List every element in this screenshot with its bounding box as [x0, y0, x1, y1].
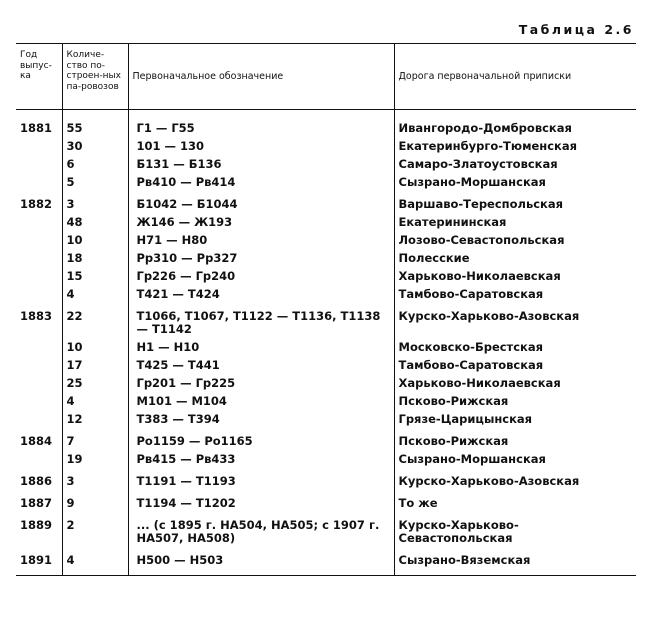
cell-count: 22 — [62, 304, 128, 339]
cell-year: 1882 — [20, 197, 53, 211]
cell-original-designation: Н500 — Н503 — [128, 548, 394, 576]
cell-count: 3 — [62, 192, 128, 214]
cell-road: Курско-Харьково-Азовская — [394, 304, 636, 339]
cell-year: 1889 — [20, 518, 53, 532]
cell-road: Московско-Брестская — [394, 339, 636, 357]
cell-original-designation: Б1042 — Б1044 — [128, 192, 394, 214]
cell-road: То же — [394, 491, 636, 513]
cell-original-designation: Н1 — Н10 — [128, 339, 394, 357]
cell-year — [16, 250, 62, 268]
cell-count: 18 — [62, 250, 128, 268]
cell-original-designation: Гр226 — Гр240 — [128, 268, 394, 286]
cell-year — [16, 357, 62, 375]
table-row — [16, 339, 636, 357]
cell-count: 55 — [62, 110, 128, 139]
table-row — [16, 286, 636, 304]
cell-road: Сызрано-Моршанская — [394, 174, 636, 192]
table-row — [16, 357, 636, 375]
cell-original-designation: Т425 — Т441 — [128, 357, 394, 375]
table-row — [16, 393, 636, 411]
cell-year — [16, 268, 62, 286]
cell-road: Харьково-Николаевская — [394, 268, 636, 286]
cell-road: Харьково-Николаевская — [394, 375, 636, 393]
cell-original-designation: ... (с 1895 г. НА504, НА505; с 1907 г. НА507, НА508) — [128, 513, 394, 548]
cell-count: 4 — [62, 548, 128, 576]
cell-year: 1891 — [16, 548, 62, 576]
table-row — [16, 250, 636, 268]
cell-road: Грязе-Царицынская — [394, 411, 636, 429]
cell-count: 10 — [62, 232, 128, 250]
cell-road: Сызрано-Вяземская — [394, 548, 636, 576]
table-row — [16, 214, 636, 232]
cell-original-designation: 101 — 130 — [128, 138, 394, 156]
cell-year — [16, 138, 62, 156]
table-row — [16, 491, 636, 513]
cell-year: 1881 — [20, 121, 53, 135]
table-row — [16, 268, 636, 286]
table-header — [16, 44, 636, 110]
cell-original-designation: Ж146 — Ж193 — [128, 214, 394, 232]
table-row — [16, 174, 636, 192]
cell-road: Псково-Рижская — [394, 429, 636, 451]
cell-original-designation: Т1194 — Т1202 — [128, 491, 394, 513]
cell-year — [16, 411, 62, 429]
cell-year — [16, 174, 62, 192]
cell-year: 1887 — [20, 496, 53, 510]
cell-count: 48 — [62, 214, 128, 232]
cell-count: 3 — [62, 469, 128, 491]
cell-road: Екатерининская — [394, 214, 636, 232]
cell-count: 25 — [62, 375, 128, 393]
table-row — [16, 513, 636, 548]
cell-original-designation: Н71 — Н80 — [128, 232, 394, 250]
cell-count: 4 — [62, 393, 128, 411]
cell-count: 10 — [62, 339, 128, 357]
cell-original-designation: Pв415 — Pв433 — [128, 451, 394, 469]
cell-road: Екатеринбурго-Тюменская — [394, 138, 636, 156]
cell-year — [16, 232, 62, 250]
table-row — [16, 548, 636, 576]
cell-original-designation: Б131 — Б136 — [128, 156, 394, 174]
cell-original-designation: Гр201 — Гр225 — [128, 375, 394, 393]
cell-year — [16, 375, 62, 393]
cell-year — [16, 156, 62, 174]
cell-count: 12 — [62, 411, 128, 429]
cell-original-designation: Т1066, Т1067, Т1122 — Т1136, Т1138 — Т1142 — [128, 304, 394, 339]
cell-count: 30 — [62, 138, 128, 156]
cell-road: Курско-Харьково-Азовская — [394, 469, 636, 491]
cell-count: 7 — [62, 429, 128, 451]
cell-year — [16, 286, 62, 304]
header-original-designation: Первоначальное обозначение — [128, 44, 394, 110]
cell-road: Ивангородо-Домбровская — [394, 110, 636, 139]
cell-road: Курско-Харьково-Севастопольская — [394, 513, 636, 548]
cell-road: Лозово-Севастопольская — [394, 232, 636, 250]
cell-road: Сызрано-Моршанская — [394, 451, 636, 469]
header-count: Количе-ство по-строен-ных па-ровозов — [62, 44, 128, 110]
table-row — [16, 304, 636, 339]
cell-year — [16, 339, 62, 357]
cell-year — [16, 451, 62, 469]
cell-original-designation: Pо1159 — Pо1165 — [128, 429, 394, 451]
cell-original-designation: Pв410 — Pв414 — [128, 174, 394, 192]
cell-count: 2 — [62, 513, 128, 548]
cell-original-designation: Т421 — Т424 — [128, 286, 394, 304]
cell-count: 6 — [62, 156, 128, 174]
cell-count: 17 — [62, 357, 128, 375]
header-road: Дорога первоначальной приписки — [394, 44, 636, 110]
cell-road: Варшаво-Тереспольская — [394, 192, 636, 214]
cell-count: 4 — [62, 286, 128, 304]
table-row — [16, 156, 636, 174]
cell-year: 1884 — [20, 434, 53, 448]
table-caption: Таблица 2.6 — [518, 22, 634, 37]
locomotive-table — [16, 43, 636, 576]
cell-year — [16, 214, 62, 232]
cell-original-designation: Т1191 — Т1193 — [128, 469, 394, 491]
cell-road: Тамбово-Саратовская — [394, 286, 636, 304]
cell-road: Полесские — [394, 250, 636, 268]
table-row — [16, 451, 636, 469]
table-row — [16, 429, 636, 451]
cell-year: 1886 — [20, 474, 53, 488]
table-row — [16, 110, 636, 139]
table-row — [16, 138, 636, 156]
cell-road: Тамбово-Саратовская — [394, 357, 636, 375]
cell-count: 5 — [62, 174, 128, 192]
cell-original-designation: Г1 — Г55 — [128, 110, 394, 139]
table-row — [16, 411, 636, 429]
cell-count: 15 — [62, 268, 128, 286]
cell-count: 19 — [62, 451, 128, 469]
cell-original-designation: Т383 — Т394 — [128, 411, 394, 429]
table-row — [16, 469, 636, 491]
table-body — [16, 110, 636, 576]
header-year: Год выпус-ка — [16, 44, 62, 110]
cell-year — [16, 393, 62, 411]
table-row — [16, 375, 636, 393]
table-row — [16, 192, 636, 214]
cell-year: 1883 — [20, 309, 53, 323]
cell-road: Псково-Рижская — [394, 393, 636, 411]
cell-original-designation: Pр310 — Pр327 — [128, 250, 394, 268]
table-row — [16, 232, 636, 250]
cell-original-designation: М101 — М104 — [128, 393, 394, 411]
cell-count: 9 — [62, 491, 128, 513]
cell-road: Самаро-Златоустовская — [394, 156, 636, 174]
